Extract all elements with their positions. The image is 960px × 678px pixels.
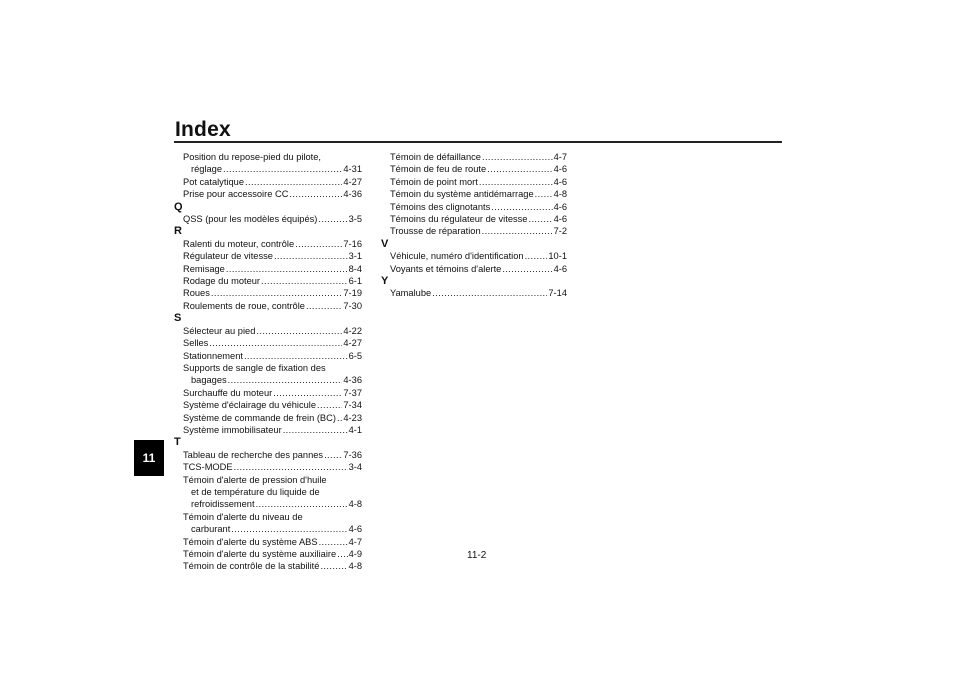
dot-leader	[245, 176, 342, 188]
dot-leader	[318, 213, 347, 225]
index-entry	[174, 188, 362, 200]
index-entry-term: Selles	[183, 338, 209, 349]
index-entry-term: bagages	[191, 375, 227, 386]
index-entry-page: 4-6	[553, 263, 567, 274]
index-entry	[174, 498, 362, 510]
index-entry-page: 4-6	[553, 176, 567, 187]
index-entry-page: 4-36	[343, 189, 362, 200]
index-entry-term: Témoin de contrôle de la stabilité	[183, 561, 320, 572]
dot-leader	[479, 176, 553, 188]
index-entry	[381, 151, 567, 163]
dot-leader	[337, 412, 342, 424]
index-entry-page: 4-6	[553, 214, 567, 225]
index-entry-line: Supports de sangle de fixation des	[183, 362, 326, 373]
dot-leader	[482, 225, 553, 237]
index-entry-page: 7-30	[343, 300, 362, 311]
index-entry	[174, 263, 362, 275]
index-entry	[174, 250, 362, 262]
index-entry-term: QSS (pour les modèles équipés)	[183, 214, 318, 225]
dot-leader	[528, 213, 552, 225]
index-entry	[174, 461, 362, 473]
index-entry-term: Témoins des clignotants	[390, 201, 491, 212]
index-entry	[174, 350, 362, 362]
index-entry-term: TCS-MODE	[183, 462, 233, 473]
index-entry	[174, 536, 362, 548]
index-entry-page: 7-36	[343, 449, 362, 460]
index-entry-page: 8-4	[348, 263, 362, 274]
index-entry-term: Témoin de feu de route	[390, 164, 487, 175]
index-entry	[381, 287, 567, 299]
index-entry-line: Position du repose-pied du pilote,	[183, 152, 321, 162]
index-entry-term: Témoins du régulateur de vitesse	[390, 214, 528, 225]
index-entry-page: 4-7	[553, 152, 567, 162]
index-entry-page: 7-2	[553, 226, 567, 237]
dot-leader	[283, 424, 348, 436]
index-entry-page: 4-8	[348, 499, 362, 510]
dot-leader	[320, 560, 347, 572]
index-entry-term: refroidissement	[191, 499, 255, 510]
index-entry	[381, 163, 567, 175]
index-entry	[174, 325, 362, 337]
chapter-tab: 11	[134, 440, 164, 476]
index-section-letter: R	[174, 225, 182, 238]
title-divider	[174, 141, 782, 143]
index-entry-term: Système d'éclairage du véhicule	[183, 400, 317, 411]
dot-leader	[502, 263, 552, 275]
index-entry	[174, 424, 362, 436]
page-number: 11-2	[467, 550, 487, 561]
index-entry	[381, 263, 567, 275]
index-entry-page: 4-31	[343, 164, 362, 175]
index-entry-term: Tableau de recherche des pannes	[183, 449, 324, 460]
index-entry-page: 4-22	[343, 325, 362, 336]
dot-leader	[491, 201, 552, 213]
dot-leader	[223, 163, 342, 175]
index-entry-page: 4-8	[348, 561, 362, 572]
dot-leader	[535, 188, 553, 200]
index-entry	[174, 213, 362, 225]
index-entry-term: Système immobilisateur	[183, 424, 282, 435]
dot-leader	[234, 461, 348, 473]
index-entry-page: 3-5	[348, 214, 362, 225]
index-entry-page: 6-5	[348, 350, 362, 361]
index-entry	[174, 412, 362, 424]
dot-leader	[295, 238, 342, 250]
index-section-letter: Q	[174, 200, 183, 213]
index-entry-term: Sélecteur au pied	[183, 325, 256, 336]
dot-leader	[432, 287, 547, 299]
index-entry-term: Surchauffe du moteur	[183, 387, 273, 398]
index-entry-term: Témoin de défaillance	[390, 152, 481, 162]
index-entry	[174, 374, 362, 386]
index-entry-term: Voyants et témoins d'alerte	[390, 263, 502, 274]
index-entry	[174, 176, 362, 188]
index-entry-term: carburant	[191, 524, 231, 535]
index-entry	[174, 560, 362, 572]
index-entry-term: Véhicule, numéro d'identification	[390, 251, 524, 262]
dot-leader	[209, 337, 342, 349]
index-entry	[174, 337, 362, 349]
index-entry	[174, 548, 362, 560]
index-entry-page: 4-6	[553, 201, 567, 212]
index-entry-page: 7-16	[343, 238, 362, 249]
index-entry-page: 7-19	[343, 288, 362, 299]
index-section-letter: S	[174, 312, 182, 325]
index-entry-page: 4-27	[343, 176, 362, 187]
index-entry-term: Stationnement	[183, 350, 243, 361]
index-entry	[381, 225, 567, 237]
index-entry-page: 4-9	[348, 549, 362, 559]
index-entry-page: 7-14	[548, 288, 567, 299]
index-entry-term: Témoin de point mort	[390, 176, 478, 187]
index-entry-line: et de température du liquide de	[191, 486, 320, 497]
index-section-letter: Y	[381, 275, 389, 288]
index-entry-term: Prise pour accessoire CC	[183, 189, 289, 200]
index-entry	[381, 188, 567, 200]
dot-leader	[289, 188, 342, 200]
index-entry-term: Ralenti du moteur, contrôle	[183, 238, 295, 249]
index-entry-term: Remisage	[183, 263, 225, 274]
index-entry-page: 4-6	[348, 524, 362, 535]
index-entry	[174, 287, 362, 299]
index-entry-term: Pot catalytique	[183, 176, 244, 187]
index-entry-page: 4-23	[343, 412, 362, 423]
index-entry	[174, 523, 362, 535]
dot-leader	[244, 350, 348, 362]
index-entry-page: 4-36	[343, 375, 362, 386]
dot-leader	[211, 287, 343, 299]
index-entry-page: 10-1	[548, 251, 567, 262]
index-entry	[174, 163, 362, 175]
dot-leader	[337, 548, 347, 560]
dot-leader	[226, 263, 348, 275]
index-entry-page: 3-1	[348, 251, 362, 262]
index-entry-term: Yamalube	[390, 288, 432, 299]
dot-leader	[487, 163, 552, 175]
index-entry-page: 3-4	[348, 462, 362, 473]
index-entry-line: Témoin d'alerte de pression d'huile	[183, 474, 327, 485]
index-entry	[381, 250, 567, 262]
index-section-letter: V	[381, 237, 389, 250]
dot-leader	[525, 250, 548, 262]
index-column-right	[381, 151, 567, 300]
index-entry-page: 4-27	[343, 338, 362, 349]
index-entry-term: Roulements de roue, contrôle	[183, 300, 305, 311]
dot-leader	[256, 325, 342, 337]
index-entry	[174, 399, 362, 411]
index-entry-page: 4-8	[553, 189, 567, 200]
index-entry-term: Rodage du moteur	[183, 276, 261, 287]
index-entry-page: 7-37	[343, 387, 362, 398]
index-entry	[174, 275, 362, 287]
index-section-letter: T	[174, 436, 181, 449]
index-entry	[381, 176, 567, 188]
index-entry-term: Témoin du système antidémarrage	[390, 189, 534, 200]
dot-leader	[261, 275, 348, 287]
dot-leader	[482, 151, 553, 163]
dot-leader	[231, 523, 347, 535]
index-column-left	[174, 151, 362, 573]
index-entry-line: Témoin d'alerte du niveau de	[183, 511, 303, 522]
index-entry-term: Trousse de réparation	[390, 226, 481, 237]
index-entry	[174, 449, 362, 461]
dot-leader	[274, 250, 348, 262]
index-entry-term: Témoin d'alerte du système auxiliaire	[183, 549, 337, 559]
index-entry	[174, 387, 362, 399]
index-entry	[174, 300, 362, 312]
dot-leader	[319, 536, 348, 548]
dot-leader	[228, 374, 343, 386]
dot-leader	[317, 399, 342, 411]
index-entry-page: 4-1	[348, 424, 362, 435]
index-entry-page: 6-1	[348, 276, 362, 287]
index-entry-page: 7-34	[343, 400, 362, 411]
index-entry-page: 4-6	[553, 164, 567, 175]
index-entry-term: Système de commande de frein (BC)	[183, 412, 336, 423]
dot-leader	[324, 449, 342, 461]
index-entry-page: 4-7	[348, 536, 362, 547]
index-entry	[381, 213, 567, 225]
dot-leader	[273, 387, 342, 399]
index-entry-term: Roues	[183, 288, 210, 299]
dot-leader	[256, 498, 348, 510]
index-entry	[381, 201, 567, 213]
dot-leader	[306, 300, 342, 312]
index-entry-term: Témoin d'alerte du système ABS	[183, 536, 318, 547]
page-title: Index	[175, 118, 231, 141]
index-entry-term: Régulateur de vitesse	[183, 251, 273, 262]
index-entry	[174, 238, 362, 250]
index-entry-term: réglage	[191, 164, 223, 175]
